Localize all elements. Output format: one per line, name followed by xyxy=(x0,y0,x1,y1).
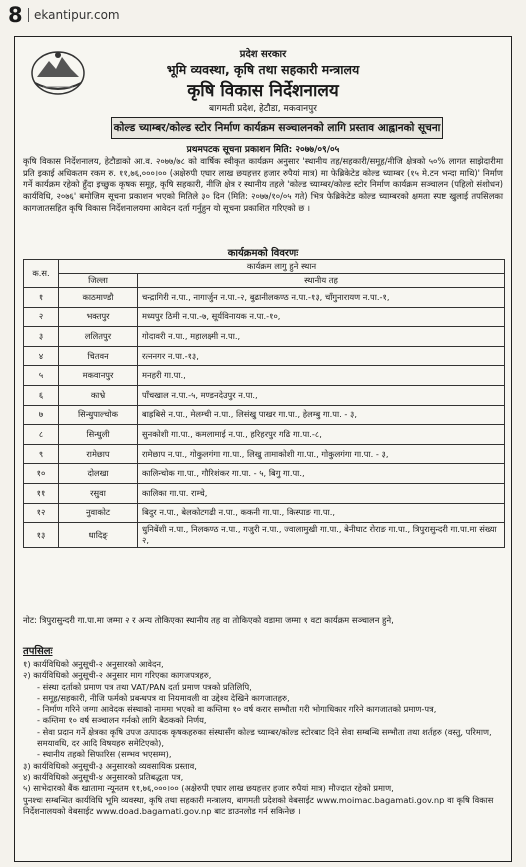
directorate-name: कृषि विकास निर्देशनालय xyxy=(187,81,339,101)
table-row xyxy=(24,366,505,386)
note-text: नोट: त्रिपुरासुन्दरी गा.पा.मा जम्मा २ र अन्य तोकिएका स्थानीय तह वा तोकिएको वडामा जम्मा १ वटा कार्यक्रम सञ्चालन हुने, xyxy=(23,615,394,625)
table-row xyxy=(24,464,505,484)
list-item: - सेवा प्रदान गर्ने क्षेत्रका कृषि उपज उत्पादक कृषकहरुका संस्थासँग कोल्ड च्याम्बर/कोल्ड स्टोरबाट दिने सेवा सम्बन्धि सम्भौता तथा शर्तहरु (वस्तु, परिमाण, समयावधि, दर आदि विषयहरु समेटिएको), xyxy=(37,726,492,749)
list-item: ३) कार्यविधिको अनुसूची-३ अनुसारको व्यवसायिक प्रस्ताव, xyxy=(23,760,197,771)
government-level: प्रदेश सरकार xyxy=(239,49,287,60)
details-heading: तपसिलः xyxy=(23,646,53,657)
list-item: २) कार्यविधिको अनुसूची-२ अनुसार माग गरिएका कागजपत्रहरु, xyxy=(23,670,212,681)
site-name: ekantipur.com xyxy=(34,8,120,22)
table-row xyxy=(24,444,505,464)
table-row xyxy=(24,288,505,308)
ministry-name: भूमि व्यवस्था, कृषि तथा सहकारी मन्त्रालय xyxy=(166,62,360,77)
row-local: मनहरी गा.पा., xyxy=(138,366,505,386)
newspaper-header xyxy=(0,0,526,30)
list-item: ५) साभेदारको बैंक खातामा न्यूनतम ११,७६,०००।०० (अक्षेरुपी एघार लाख छयहत्तर हजार रुपैयां मात्र) मौज्दात रहेको प्रमाण, xyxy=(23,783,394,794)
table-row xyxy=(24,405,505,425)
row-district: चितवन xyxy=(59,346,138,366)
row-serial: ७ xyxy=(24,405,59,425)
table-row xyxy=(24,385,505,405)
table-row xyxy=(24,503,505,523)
row-serial: ५ xyxy=(24,366,59,386)
row-serial: १३ xyxy=(24,523,59,548)
header-divider xyxy=(28,8,29,22)
table-row xyxy=(24,425,505,445)
list-item: - समूह/सहकारी, नीजि फर्मको प्रबन्धपत्र वा नियमावली वा उद्देश्य देखिने कागजातहरु, xyxy=(37,692,290,703)
col-serial: क.स. xyxy=(24,260,59,288)
row-serial: ९ xyxy=(24,444,59,464)
row-local: गोदावरी न.पा., महालक्ष्मी न.पा., xyxy=(138,327,505,347)
row-district: रामेछाप xyxy=(59,444,138,464)
list-item: - स्थानीय तहको सिफारिस (सम्भव भएसम्म), xyxy=(37,749,172,760)
row-serial: ३ xyxy=(24,327,59,347)
program-table xyxy=(23,259,505,548)
row-serial: ६ xyxy=(24,385,59,405)
notice-title: कोल्ड च्याम्बर/कोल्ड स्टोर निर्माण कार्यक्रम सञ्चालनको लागि प्रस्ताव आह्वानको सूचना xyxy=(111,117,443,139)
row-local: चन्द्रागिरी न.पा., नागार्जुन न.पा.-२, बुढानीलकण्ठ न.पा.-१३, चाँगुनारायण न.पा.-१, xyxy=(138,288,505,308)
row-district: काभ्रे xyxy=(59,385,138,405)
col-district: जिल्ला xyxy=(59,274,138,288)
table-row xyxy=(24,307,505,327)
row-serial: १२ xyxy=(24,503,59,523)
list-item: १) कार्यविधिको अनुसूची-२ अनुसारको आवेदन, xyxy=(23,659,164,669)
row-district: भक्तपुर xyxy=(59,307,138,327)
office-address: बागमती प्रदेश, हेटौडा, मकवानपुर xyxy=(209,104,317,114)
row-district: रसुवा xyxy=(59,483,138,503)
row-district: काठमाण्डौ xyxy=(59,288,138,308)
row-local: मध्यपुर ठिमी न.पा.-७, सूर्यविनायक न.पा.-१०, xyxy=(138,307,505,327)
intro-paragraph: कृषि विकास निर्देशनालय, हेटौडाको आ.व. २०७७/७८ को वार्षिक स्वीकृत कार्यक्रम अनुसार 'स्थानीय तह/सहकारी/समूह/नीजि क्षेत्रको ५०% लागत साझेदारीमा प्रति इकाई अधिकतम रकम रु. ११,७६,०००।०० (अक्षेरुपी एघार लाख छयहत्तर हजार रुपैयां मात्र) मा फेब्रिकेटेड कोल्ड च्याम्बर (१५ मे.टन भन्दा माथि)' निर्माण गर्ने कार्यक्रम रहेको हुँदा इच्छुक कृषक समूह, कृषि सहकारी, नीजि क्षेत्र र स्थानीय तहले 'कोल्ड च्याम्बर/कोल्ड स्टोर निर्माण कार्यक्रम सञ्चालन (पहिलो संशोधन) कार्यविधि, २०७६' बमोजिम सूचना प्रकाशन भएको मितिले ३० दिन (मिति: २०७७/१०/०५ गते) भित्र फेब्रिकेटेड कोल्ड च्याम्बरको क्षमता स्पष्ट खुलाई तपसिलका कागजातसहित कृषि विकास निर्देशनालयमा आवेदन दर्ता गर्नुहुन यो सूचना प्रकाशित गरिएको छ । xyxy=(23,156,503,213)
postscript: पुनश्चः सम्बन्धित कार्यविधि भूमि व्यवस्था, कृषि तथा सहकारी मन्त्रालय, बागमती प्रदेशको वेबसाईट www.moimac.bagamati.gov.np वा कृषि विकास निर्देशनालयको वेबसाईट www.doad.bagamati.gov.np बाट डाउनलोड गर्न सकिनेछ । xyxy=(23,794,494,816)
row-district: मकवानपुर xyxy=(59,366,138,386)
col-location-group: कार्यक्रम लागु हुने स्थान xyxy=(59,260,505,274)
table-row xyxy=(24,523,505,548)
row-serial: ११ xyxy=(24,483,59,503)
table-row xyxy=(24,483,505,503)
row-district: सिन्धुपाल्चोक xyxy=(59,405,138,425)
row-local: पाँचखाल न.पा.-५, मण्डनदेउपुर न.पा., xyxy=(138,385,505,405)
row-district: सिन्धुली xyxy=(59,425,138,445)
row-local: धुनिबेंशी न.पा., निलकण्ठ न.पा., गजुरी न.पा., ज्वालामुखी गा.पा., बेनीघाट रोराङ गा.पा., त्रिपुरासुन्दरी गा.पा.मा संख्या २, xyxy=(138,523,505,548)
row-district: नुवाकोट xyxy=(59,503,138,523)
row-district: दोलखा xyxy=(59,464,138,484)
row-serial: १० xyxy=(24,464,59,484)
requirements-list xyxy=(23,659,507,817)
list-item: - संस्था दर्ताको प्रमाण पत्र तथा VAT/PAN दर्ता प्रमाण पत्रको प्रतिलिपि, xyxy=(37,681,252,692)
row-local: बिदुर न.पा., बेलकोटगढी न.पा., ककनी गा.पा., किस्पाङ गा.पा., xyxy=(138,503,505,523)
col-local-level: स्थानीय तह xyxy=(138,274,505,288)
publication-date: प्रथमपटक सूचना प्रकाशन मिति: २०७७/०९/०५ xyxy=(186,145,340,155)
row-local: रत्ननगर न.पा.-१३, xyxy=(138,346,505,366)
table-row xyxy=(24,327,505,347)
row-district: ललितपुर xyxy=(59,327,138,347)
list-item: - कम्तिमा १० वर्ष सञ्चालन गर्नको लागि बैठकको निर्णय, xyxy=(37,715,207,726)
row-local: कालिका गा.पा. राम्चे, xyxy=(138,483,505,503)
row-serial: ८ xyxy=(24,425,59,445)
row-local: सुनकोशी गा.पा., कमलामाई न.पा., हरिहरपुर गढि गा.पा.-८, xyxy=(138,425,505,445)
row-serial: १ xyxy=(24,288,59,308)
row-serial: ४ xyxy=(24,346,59,366)
public-notice xyxy=(14,36,512,862)
row-local: कालिन्चोक गा.पा., गौरिशंकर गा.पा. - ५, बिगु गा.पा., xyxy=(138,464,505,484)
row-local: रामेछाप न.पा., गोकुलगंगा गा.पा., लिखु तामाकोशी गा.पा., गोकुलगंगा गा.पा. - ३, xyxy=(138,444,505,464)
program-details-title: कार्यक्रमको विवरणः xyxy=(227,248,299,259)
list-item: ४) कार्यविधिको अनुसूची-४ अनुसारको प्रतिबद्धता पत्र, xyxy=(23,771,184,782)
row-serial: २ xyxy=(24,307,59,327)
table-row xyxy=(24,346,505,366)
page-number: 8 xyxy=(8,3,23,27)
row-local: बाह्रबिसे न.पा., मेलम्ची न.पा., लिसंखु पाखर गा.पा., हेलम्बु गा.पा. - ३, xyxy=(138,405,505,425)
list-item: - निर्माण गरिने जग्गा आवेदक संस्थाको नाममा भएको वा कम्तिमा १० वर्ष करार सम्भौता गरी भोगाधिकार गरिने कागजातको प्रमाण-पत्र, xyxy=(37,704,437,715)
row-district: धादिङ् xyxy=(59,523,138,548)
